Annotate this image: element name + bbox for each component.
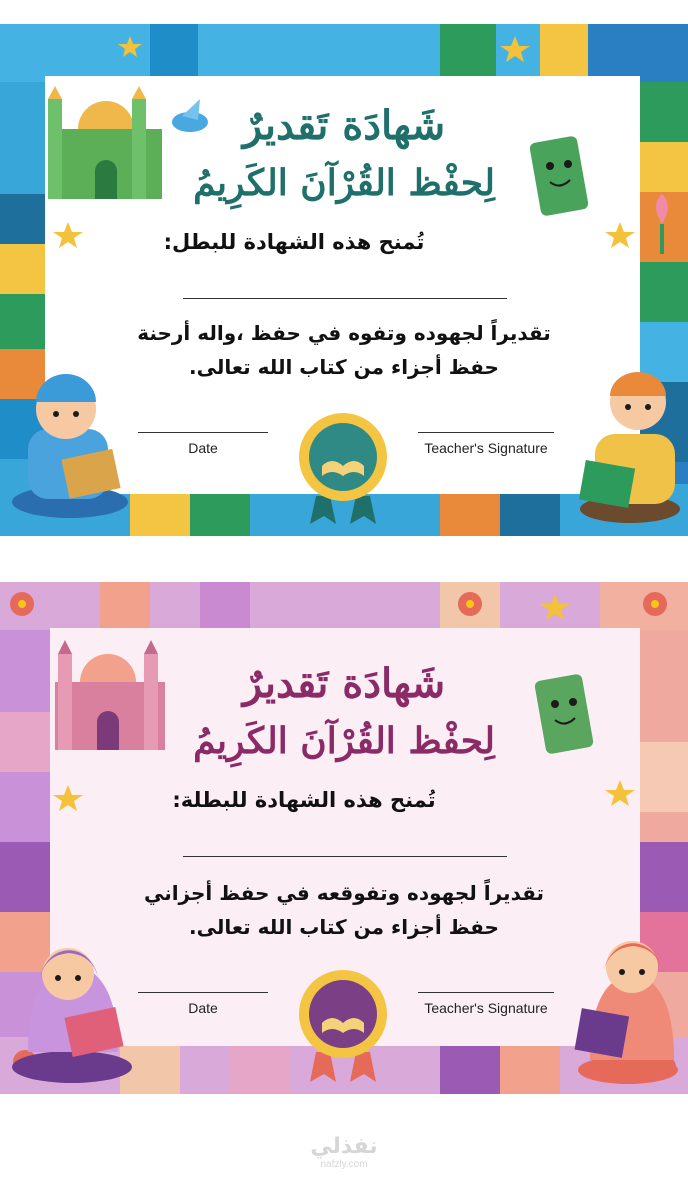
signature-line xyxy=(418,992,554,993)
signature-label: Teacher's Signature xyxy=(424,440,548,456)
body-line-1: تقديراً لجهوده وتفوه في حفظ ،واله أرحنة xyxy=(137,321,551,345)
grant-text: تُمنح هذه الشهادة للبطلة: xyxy=(172,788,436,812)
certificate-subtitle: لِحفْظ القُرْآنَ الكَرِيمُ xyxy=(193,162,495,204)
watermark xyxy=(0,1135,688,1170)
grant-text: تُمنح هذه الشهادة للبطل: xyxy=(163,230,425,254)
watermark-arabic: نفذلي xyxy=(310,1134,378,1159)
signature-line xyxy=(418,432,554,433)
date-line xyxy=(138,432,268,433)
date-line xyxy=(138,992,268,993)
name-line xyxy=(183,856,507,857)
certificate-boy xyxy=(0,24,688,536)
body-line-2: حفظ أجزاء من كتاب الله تعالى. xyxy=(189,355,499,379)
watermark-latin: nafzly.com xyxy=(320,1159,368,1170)
name-line xyxy=(183,298,507,299)
certificate-subtitle: لِحفْظ القُرْآنَ الكَرِيمُ xyxy=(193,720,495,762)
certificate-title: شَهادَة تَقديرٌ xyxy=(242,660,446,707)
certificate-boy-frame xyxy=(0,24,688,536)
body-line-1: تقديراً لجهوده وتفوقعه في حفظ أجزاني xyxy=(143,881,545,905)
certificate-girl xyxy=(0,582,688,1094)
signature-label: Teacher's Signature xyxy=(424,1000,548,1016)
date-label: Date xyxy=(188,440,218,456)
certificate-girl-frame xyxy=(0,582,688,1094)
date-label: Date xyxy=(188,1000,218,1016)
body-line-2: حفظ أجزاء من كتاب الله تعالى. xyxy=(189,915,499,939)
certificate-title: شَهادَة تَقديرٌ xyxy=(242,102,446,149)
